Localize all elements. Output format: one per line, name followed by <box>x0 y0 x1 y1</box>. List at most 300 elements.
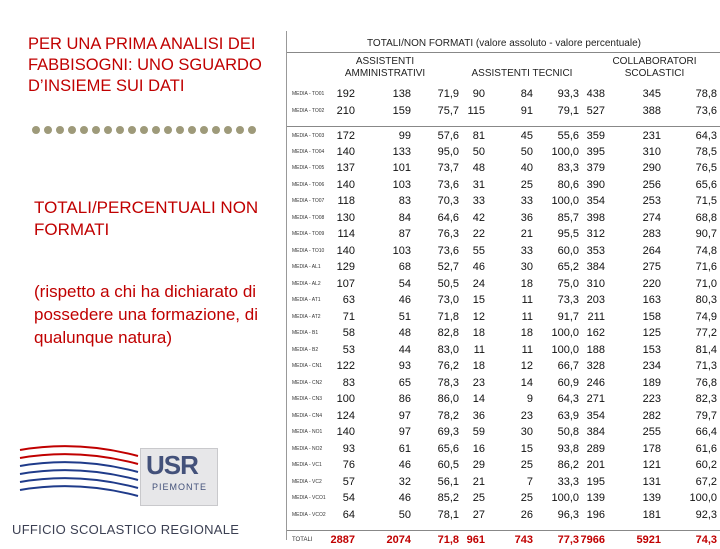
table-cell: 124 <box>336 409 355 422</box>
table-cell: 246 <box>586 376 605 389</box>
table-cell: 79,1 <box>557 104 579 117</box>
table-cell: 158 <box>642 310 661 323</box>
table-cell: 137 <box>336 162 355 174</box>
table-cell: 18 <box>520 277 533 290</box>
table-cell: 33,3 <box>557 475 579 488</box>
table-cell: 61,6 <box>695 442 717 455</box>
table-cell: 66,7 <box>557 360 579 372</box>
table-cell: 40 <box>520 162 533 174</box>
row-label: MEDIA - AL1 <box>292 264 321 270</box>
table-cell: 59 <box>472 426 485 438</box>
table-cell: 23 <box>472 376 485 389</box>
table-cell: 256 <box>642 178 661 191</box>
table-cell: 290 <box>642 162 661 174</box>
header-tech: ASSISTENTI TECNICI <box>471 68 573 79</box>
table-cell: 46 <box>398 492 411 504</box>
row-label: MEDIA - CN2 <box>292 379 323 386</box>
table-cell: 22 <box>472 228 485 240</box>
row-label: MEDIA - TO08 <box>292 214 325 221</box>
table-cell: 283 <box>642 228 661 240</box>
table-cell: 743 <box>514 534 533 546</box>
table-row <box>287 176 720 194</box>
table-cell: 48 <box>472 162 485 174</box>
table-cell: 122 <box>336 360 355 372</box>
table-cell: 50,8 <box>557 426 579 438</box>
table-cell: 100,0 <box>689 492 717 504</box>
table-cell: 83 <box>342 376 355 389</box>
table-cell: 78,1 <box>437 508 459 521</box>
table-cell: 86,2 <box>557 459 579 471</box>
table-cell: 60,2 <box>695 459 717 471</box>
table-row <box>287 275 720 293</box>
table-cell: 133 <box>392 145 411 158</box>
table-title: TOTALI/NON FORMATI (valore assoluto - valore percentuale) <box>367 38 641 49</box>
table-row <box>287 85 720 103</box>
table-cell: 73,0 <box>437 294 459 306</box>
table-cell: 78,8 <box>695 88 717 100</box>
table-cell: 71,8 <box>437 534 459 546</box>
table-cell: 210 <box>336 104 355 117</box>
table-cell: 354 <box>586 195 605 207</box>
table-cell: 46 <box>398 294 411 306</box>
row-label: MEDIA - AT2 <box>292 313 321 320</box>
table-cell: 76 <box>342 459 355 471</box>
table-cell: 68,8 <box>695 211 717 224</box>
table-cell: 71,3 <box>695 360 717 372</box>
row-label: MEDIA - TO04 <box>292 148 325 155</box>
table-row <box>287 324 720 342</box>
table-cell: 201 <box>586 459 605 471</box>
table-cell: 195 <box>586 475 605 488</box>
table-cell: 398 <box>586 211 605 224</box>
table-cell: 64,3 <box>695 130 717 142</box>
table-cell: 11 <box>521 343 533 356</box>
table-cell: 83,0 <box>437 343 459 356</box>
table-cell: 11 <box>521 310 533 323</box>
table-cell: 29 <box>472 459 485 471</box>
table-cell: 65 <box>398 376 411 389</box>
table-cell: 63 <box>342 294 355 306</box>
table-row <box>287 473 720 491</box>
table-cell: 57,6 <box>437 130 459 142</box>
table-cell: 73,6 <box>695 104 717 117</box>
row-label: MEDIA - VC2 <box>292 478 322 485</box>
table-cell: 131 <box>642 475 661 488</box>
table-cell: 78,2 <box>437 409 459 422</box>
table-cell: 121 <box>642 459 661 471</box>
table-cell: 50,5 <box>437 277 459 290</box>
table-cell: 12 <box>472 310 485 323</box>
table-cell: 51 <box>398 310 411 323</box>
table-cell: 388 <box>642 104 661 117</box>
table-cell: 97 <box>398 409 411 422</box>
row-label: MEDIA - B1 <box>292 330 319 336</box>
table-cell: 100,0 <box>551 492 579 504</box>
row-label: MEDIA - TO07 <box>292 198 325 204</box>
table-row <box>287 440 720 458</box>
table-cell: 84 <box>520 88 533 100</box>
table-cell: 275 <box>642 261 661 273</box>
table-cell: 80,6 <box>557 178 579 191</box>
table-cell: 52,7 <box>437 261 459 273</box>
logo-footer-text: UFFICIO SCOLASTICO REGIONALE <box>12 522 240 537</box>
table-cell: 81 <box>472 130 485 142</box>
table-cell: 85,2 <box>437 492 459 504</box>
table-cell: 33 <box>472 195 485 207</box>
table-cell: 118 <box>337 195 355 207</box>
table-cell: 93 <box>398 360 411 372</box>
table-cell: 57 <box>342 475 355 488</box>
table-row <box>287 506 720 524</box>
row-label: MEDIA - VC1 <box>292 462 322 468</box>
table-cell: 100,0 <box>551 195 579 207</box>
table-cell: 162 <box>586 327 605 339</box>
left-panel <box>0 0 285 540</box>
table-cell: 50 <box>398 508 411 521</box>
table-cell: 438 <box>586 88 605 100</box>
table-cell: 23 <box>520 409 533 422</box>
table-cell: 81,4 <box>695 343 717 356</box>
table-row <box>287 258 720 276</box>
table-cell: 56,1 <box>437 475 459 488</box>
table-cell: 71,5 <box>695 195 717 207</box>
table-cell: 354 <box>586 409 605 422</box>
table-row <box>287 102 720 120</box>
slide-heading: PER UNA PRIMA ANALISI DEI FABBISOGNI: UNO SGUARDO D’INSIEME SUI DATI <box>28 35 262 95</box>
table-cell: 83 <box>398 195 411 207</box>
table-cell: 11 <box>473 343 485 356</box>
table-cell: 15 <box>520 442 533 455</box>
table-cell: 78,3 <box>437 376 459 389</box>
table-cell: 54 <box>342 492 355 504</box>
row-label: MEDIA - AT1 <box>292 297 321 303</box>
table-cell: 21 <box>520 228 533 240</box>
table-cell: 65,2 <box>557 261 579 273</box>
table-cell: 91,7 <box>557 310 579 323</box>
table-cell: 196 <box>586 508 605 521</box>
table-cell: 5921 <box>636 534 661 546</box>
table-cell: 86 <box>398 393 411 405</box>
table-cell: 100,0 <box>551 145 579 158</box>
table-cell: 103 <box>392 244 411 257</box>
table-cell: 58 <box>342 327 355 339</box>
row-label: MEDIA - TO05 <box>292 165 325 171</box>
table-cell: 7966 <box>580 534 605 546</box>
table-cell: 87 <box>398 228 411 240</box>
table-cell: 125 <box>642 327 661 339</box>
table-cell: 30 <box>520 426 533 438</box>
table-cell: 67,2 <box>695 475 717 488</box>
table-cell: 74,9 <box>695 310 717 323</box>
table-cell: 25 <box>472 492 485 504</box>
table-cell: 138 <box>392 88 411 100</box>
table-cell: 33 <box>520 244 533 257</box>
row-label: MEDIA - B2 <box>292 346 319 353</box>
table-cell: 289 <box>586 442 605 455</box>
table-cell: 100,0 <box>551 343 579 356</box>
table-cell: 75,7 <box>437 104 459 117</box>
table-cell: 76,8 <box>695 376 717 389</box>
table-cell: 140 <box>336 145 355 158</box>
table-cell: 14 <box>520 376 533 389</box>
table-cell: 71 <box>342 310 355 323</box>
table-cell: 99 <box>398 130 411 142</box>
table-cell: 44 <box>398 343 411 356</box>
table-cell: 77,3 <box>557 534 579 546</box>
table-cell: 189 <box>642 376 661 389</box>
table-cell: 192 <box>336 88 355 100</box>
logo-region-text: PIEMONTE <box>152 482 208 492</box>
table-cell: 527 <box>586 104 605 117</box>
table-cell: 2074 <box>386 534 411 546</box>
table-cell: 282 <box>642 409 661 422</box>
table-cell: 60,0 <box>557 244 579 257</box>
table-cell: 188 <box>586 343 605 356</box>
table-cell: 48 <box>398 327 411 339</box>
table-cell: 95,0 <box>437 145 459 158</box>
table-row <box>287 242 720 260</box>
table-cell: 24 <box>472 277 485 290</box>
table-cell: 21 <box>472 475 485 488</box>
table-row <box>287 341 720 359</box>
row-label: MEDIA - NO1 <box>292 429 323 435</box>
row-label: MEDIA - CN3 <box>292 396 323 402</box>
table-cell: 74,8 <box>695 244 717 257</box>
table-cell: 92,3 <box>695 508 717 521</box>
table-cell: 16 <box>472 442 485 455</box>
dot-divider <box>32 126 256 134</box>
table-cell: 211 <box>587 310 605 323</box>
table-cell: 84 <box>398 211 411 224</box>
table-cell: 63,9 <box>557 409 579 422</box>
table-cell: 26 <box>520 508 533 521</box>
table-cell: 95,5 <box>557 228 579 240</box>
table-cell: 140 <box>336 426 355 438</box>
table-cell: 15 <box>472 294 485 306</box>
slide-note: (rispetto a chi ha dichiarato di possedere una formazione, di qualunque natura) <box>34 282 258 347</box>
table-cell: 203 <box>586 294 605 306</box>
table-cell: 82,8 <box>437 327 459 339</box>
table-cell: 79,7 <box>695 409 717 422</box>
table-row <box>287 209 720 227</box>
table-cell: 255 <box>642 426 661 438</box>
table-cell: 78,5 <box>695 145 717 158</box>
table-cell: 384 <box>586 426 605 438</box>
table-row <box>287 143 720 161</box>
table-cell: 100,0 <box>551 327 579 339</box>
row-label: MEDIA - TO09 <box>292 231 325 237</box>
table-row <box>287 159 720 177</box>
table-cell: 384 <box>586 261 605 273</box>
table-cell: 74,3 <box>695 534 717 546</box>
row-label: MEDIA - VCO2 <box>292 511 326 518</box>
table-cell: 76,3 <box>437 228 459 240</box>
table-row <box>287 192 720 210</box>
table-cell: 93,8 <box>557 442 579 455</box>
table-cell: 97 <box>398 426 411 438</box>
row-label: MEDIA - CN4 <box>292 412 323 419</box>
table-cell: 115 <box>467 104 485 117</box>
table-cell: 83,3 <box>557 162 579 174</box>
table-cell: 359 <box>586 130 605 142</box>
table-cell: 53 <box>342 343 355 356</box>
table-cell: 80,3 <box>695 294 717 306</box>
table-cell: 312 <box>586 228 605 240</box>
table-cell: 93,3 <box>557 88 579 100</box>
table-cell: 25 <box>520 492 533 504</box>
table-cell: 172 <box>336 130 355 142</box>
row-label: MEDIA - AL2 <box>292 280 321 287</box>
table-cell: 310 <box>586 277 605 290</box>
table-row <box>287 489 720 507</box>
table-cell: 96,3 <box>557 508 579 521</box>
table-cell: 101 <box>392 162 411 174</box>
table-cell: 139 <box>586 492 605 504</box>
row-label: MEDIA - TO01 <box>292 91 325 97</box>
table-cell: 153 <box>642 343 661 356</box>
table-cell: 27 <box>472 508 485 521</box>
table-cell: 223 <box>642 393 661 405</box>
table-row <box>287 291 720 309</box>
header-school: COLLABORATORI SCOLASTICI <box>612 56 697 79</box>
table-row <box>287 225 720 243</box>
row-label: MEDIA - TO03 <box>292 133 325 139</box>
table-cell: 64,3 <box>557 393 579 405</box>
header-admin: ASSISTENTI AMMINISTRATIVI <box>344 56 426 79</box>
table-cell: 181 <box>642 508 661 521</box>
header-divider <box>287 52 720 53</box>
table-cell: 71,6 <box>695 261 717 273</box>
table-cell: 82,3 <box>695 393 717 405</box>
row-label: MEDIA - VCO1 <box>292 495 326 501</box>
table-cell: 7 <box>526 475 533 488</box>
table-cell: 220 <box>642 277 661 290</box>
table-cell: 395 <box>586 145 605 158</box>
table-cell: 139 <box>642 492 661 504</box>
table-cell: 69,3 <box>437 426 459 438</box>
table-cell: 100 <box>336 393 355 405</box>
slide-subtitle: TOTALI/PERCENTUALI NON FORMATI <box>34 198 259 239</box>
row-label: TOTALI <box>292 537 313 543</box>
table-cell: 345 <box>642 88 661 100</box>
table-row <box>287 390 720 408</box>
table-cell: 390 <box>586 178 605 191</box>
table-cell: 32 <box>398 475 411 488</box>
table-cell: 36 <box>520 211 533 224</box>
table-cell: 961 <box>466 534 485 546</box>
table-row <box>287 423 720 441</box>
table-cell: 93 <box>342 442 355 455</box>
table-cell: 61 <box>398 442 411 455</box>
table-cell: 75,0 <box>557 277 579 290</box>
table-row <box>287 374 720 392</box>
table-cell: 2887 <box>330 534 355 546</box>
table-cell: 71,0 <box>695 277 717 290</box>
table-cell: 31 <box>472 178 485 191</box>
table-cell: 60,9 <box>557 376 579 389</box>
logo-usr-text: USR <box>146 450 198 480</box>
table-cell: 264 <box>642 244 661 257</box>
table-row <box>287 407 720 425</box>
table-cell: 65,6 <box>695 178 717 191</box>
table-cell: 310 <box>642 145 661 158</box>
table-cell: 11 <box>521 294 533 306</box>
table-cell: 12 <box>520 360 533 372</box>
table-cell: 9 <box>526 393 533 405</box>
table-cell: 68 <box>398 261 411 273</box>
data-table <box>286 31 720 546</box>
row-label: MEDIA - CN1 <box>292 363 323 369</box>
table-cell: 107 <box>336 277 355 290</box>
table-cell: 77,2 <box>695 327 717 339</box>
table-cell: 73,6 <box>437 244 459 257</box>
table-cell: 71,9 <box>437 88 459 100</box>
table-row <box>287 456 720 474</box>
table-cell: 159 <box>392 104 411 117</box>
table-cell: 65,6 <box>437 442 459 455</box>
table-cell: 25 <box>520 178 533 191</box>
table-cell: 42 <box>472 211 485 224</box>
table-cell: 45 <box>520 130 533 142</box>
table-cell: 50 <box>520 145 533 158</box>
table-cell: 379 <box>586 162 605 174</box>
table-cell: 14 <box>472 393 485 405</box>
table-cell: 90,7 <box>695 228 717 240</box>
table-cell: 50 <box>472 145 485 158</box>
table-cell: 64 <box>342 508 355 521</box>
table-cell: 140 <box>336 244 355 257</box>
table-cell: 18 <box>472 360 485 372</box>
table-cell: 231 <box>642 130 661 142</box>
table-cell: 271 <box>586 393 605 405</box>
table-cell: 36 <box>472 409 485 422</box>
table-cell: 55 <box>472 244 485 257</box>
table-cell: 234 <box>642 360 661 372</box>
table-cell: 64,6 <box>437 211 459 224</box>
table-cell: 70,3 <box>437 195 459 207</box>
table-cell: 91 <box>520 104 533 117</box>
table-cell: 76,5 <box>695 162 717 174</box>
table-row <box>287 357 720 375</box>
table-cell: 178 <box>642 442 661 455</box>
table-cell: 130 <box>336 211 355 224</box>
usr-logo <box>12 430 288 540</box>
table-cell: 328 <box>586 360 605 372</box>
table-cell: 140 <box>336 178 355 191</box>
table-cell: 85,7 <box>557 211 579 224</box>
table-cell: 18 <box>472 327 485 339</box>
table-cell: 73,6 <box>437 178 459 191</box>
table-cell: 66,4 <box>695 426 717 438</box>
table-cell: 114 <box>337 228 355 240</box>
table-cell: 90 <box>472 88 485 100</box>
table-cell: 163 <box>642 294 661 306</box>
table-cell: 46 <box>398 459 411 471</box>
row-label: MEDIA - TO02 <box>292 107 325 114</box>
table-cell: 18 <box>520 327 533 339</box>
row-label: MEDIA - NO2 <box>292 445 323 452</box>
table-cell: 25 <box>520 459 533 471</box>
table-cell: 253 <box>642 195 661 207</box>
table-cell: 86,0 <box>437 393 459 405</box>
table-cell: 129 <box>336 261 355 273</box>
table-cell: 353 <box>586 244 605 257</box>
table-cell: 73,7 <box>437 162 459 174</box>
row-label: MEDIA - TO06 <box>292 181 325 188</box>
table-cell: 73,3 <box>557 294 579 306</box>
row-label: MEDIA - TO10 <box>292 247 325 254</box>
table-cell: 274 <box>642 211 661 224</box>
